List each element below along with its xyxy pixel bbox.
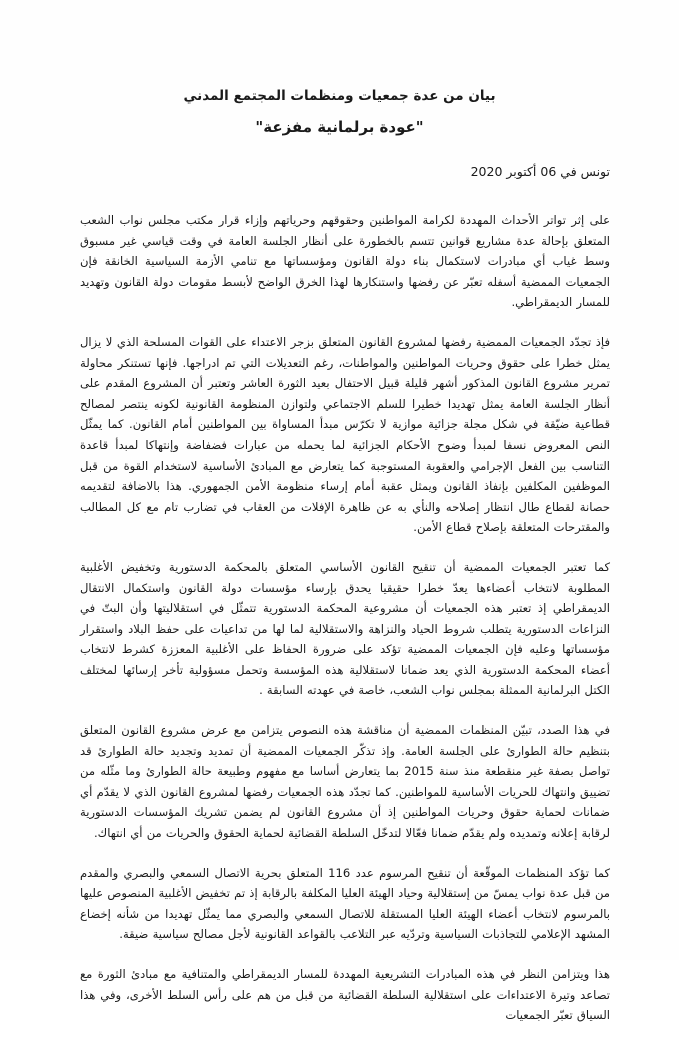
statement-body xyxy=(80,210,610,1045)
dateline: تونس في 06 أكتوبر 2020 xyxy=(470,164,610,179)
paragraph-state-of-emergency: في هذا الصدد، تبيّن المنظمات الممضية أن مناقشة هذه النصوص يتزامن مع عرض مشروع القانون المتعلق بتنظيم حالة الطوارئ على الجلسة العامة. وإذ تذكّر الجمعيات الممضية أن تمديد وتجديد حالة الطوارئ قد تواصل بصفة غير منقطعة منذ سنة 2015 بما يتعارض أساسا مع مفهوم وطبيعة حالة الطوارئ وما مثّله من تضييق وانتهاك للحريات الأساسية للمواطنين. كما تجدّد هذه الجمعيات رفضها لمشروع القانون الذي لا يقدّم أي ضمانات لحماية حقوق وحريات المواطنين إذ أن مشروع القانون لم يضمن تشريك المؤسسات الدستورية لرقابة إعلانه وتمديده ولم يقدّم ضمانا فعّالا لتدخّل السلطة القضائية لحماية الحقوق والحريات من أي انتهاك. xyxy=(80,723,610,841)
paragraph-intro: على إثر تواتر الأحداث المهددة لكرامة المواطنين وحقوقهم وحرياتهم وإزاء قرار مكتب مجلس نواب الشعب المتعلق بإحالة عدة مشاريع قوانين تتسم بالخطورة على أنظار الجلسة العامة في وقت قياسي غير مسبوق وسط غياب أي مبادرات لاستكمال بناء دولة القانون ومؤسساتها مع تنامي الأزمة السياسية الخانقة فإن الجمعيات الممضية أسفله تعبّر عن رفضها واستنكارها لهذا الخرق الواضح لأبسط مقومات دولة القانون وتهديد للمسار الديمقراطي. xyxy=(80,213,610,310)
paragraph-armed-forces-law: فإذ تجدّد الجمعيات الممضية رفضها لمشروع القانون المتعلق بزجر الاعتداء على القوات المسلحة الذي لا يزال يمثل خطرا على حقوق وحريات المواطنين والمواطنات، رغم التعديلات التي تم ادراجها. فإنها تستنكر محاولة تمرير مشروع القانون المذكور أشهر قليلة قبيل الاحتفال بعيد الثورة العاشر وتعتبر أن المشروع المقدم على أنظار الجلسة العامة يمثل تهديدا خطيرا للسلم الاجتماعي ولتوازن المنظومة القانونية لكونه ينتصر لمصالح قطاعية ضيّقة في شكل مجلة جزائية موازية لا تكرّس مبدأ المساواة بين المواطنين أمام القانون. كما يمثّل النص المعروض نسفا لمبدأ وضوح الأحكام الجزائية لما يحمله من عبارات فضفاضة وإنتهاكا لمبدأ قاعدة التناسب بين الفعل الإجرامي والعقوبة المستوجبة كما يتعارض مع المبادئ الأساسية لاستخدام القوة من قبل الموظفين المكلفين بإنفاذ القانون ويمثل عقبة أمام إرساء منظومة الأمن الجمهوري. هذا بالاضافة لتقديمه حصانة لقطاع طال انتظار إصلاحه والنأي به عن ظاهرة الإفلات من العقاب في تضارب تام مع كل المطالب والمقترحات المتعلقة بإصلاح قطاع الأمن. xyxy=(80,334,610,535)
statement-heading: بيان من عدة جمعيات ومنظمات المجتمع المدني xyxy=(183,88,496,104)
paragraph-constitutional-court: كما تعتبر الجمعيات الممضية أن تنقيح القانون الأساسي المتعلق بالمحكمة الدستورية وتخفيض الأغلبية المطلوبة لانتخاب أعضاءها يعدّ خطرا حقيقيا يحدق بإرساء مؤسسات دولة القانون واستكمال الانتقال الديمقراطي إذ تعتبر هذه الجمعيات أن مشروعية المحكمة الدستورية تتمثّل في استقلاليتها وأن البتّ في النزاعات الدستورية يتطلب شروط الحياد والنزاهة والاستقلالية لما لها من تداعيات على حفظ البلاد واستقرار مؤسساتها وعليه فإن الجمعيات الممضية تؤكد على ضرورة الحفاظ على الأغلبية المعززة كشرط لانتخاب أعضاء المحكمة الدستورية الذي يعد ضمانا لاستقلالية هذه المؤسسة وتحمل مسؤولية تأخر إرسائها لمختلف الكتل البرلمانية الممثلة بمجلس نواب الشعب، خاصة في عهدته السابقة . xyxy=(80,559,610,698)
document-header xyxy=(0,86,679,138)
paragraph-judicial-independence: هذا ويتزامن النظر في هذه المبادرات التشريعية المهددة للمسار الديمقراطي والمتنافية مع مبادئ الثورة مع تصاعد وتيرة الاعتداءات على استقلالية السلطة القضائية من قبل من هم على رأس السلط الأخرى، وفي هذا السياق تعبّر الجمعيات xyxy=(80,967,610,1023)
statement-title: "عودة برلمانية مفزعة" xyxy=(255,118,424,136)
paragraph-decree-116: كما تؤكد المنظمات الموقّعة أن تنقيح المرسوم عدد 116 المتعلق بحرية الاتصال السمعي والبصري والمقدم من قبل عدة نواب يمسّ من إستقلالية وحياد الهيئة العليا المكلفة بالرقابة إذ تم تخفيض الأغلبية المنصوص عليها بالمرسوم لانتخاب أعضاء الهيئة العليا المستقلة للاتصال السمعي والبصري مما يمثّل تهديدا من شأنه إخضاع المشهد الإعلامي للتجاذبات السياسية وتردّيه عبر التلاعب بالقواعد القانونية لأجل مصالح سياسية ضيقة. xyxy=(80,865,610,942)
